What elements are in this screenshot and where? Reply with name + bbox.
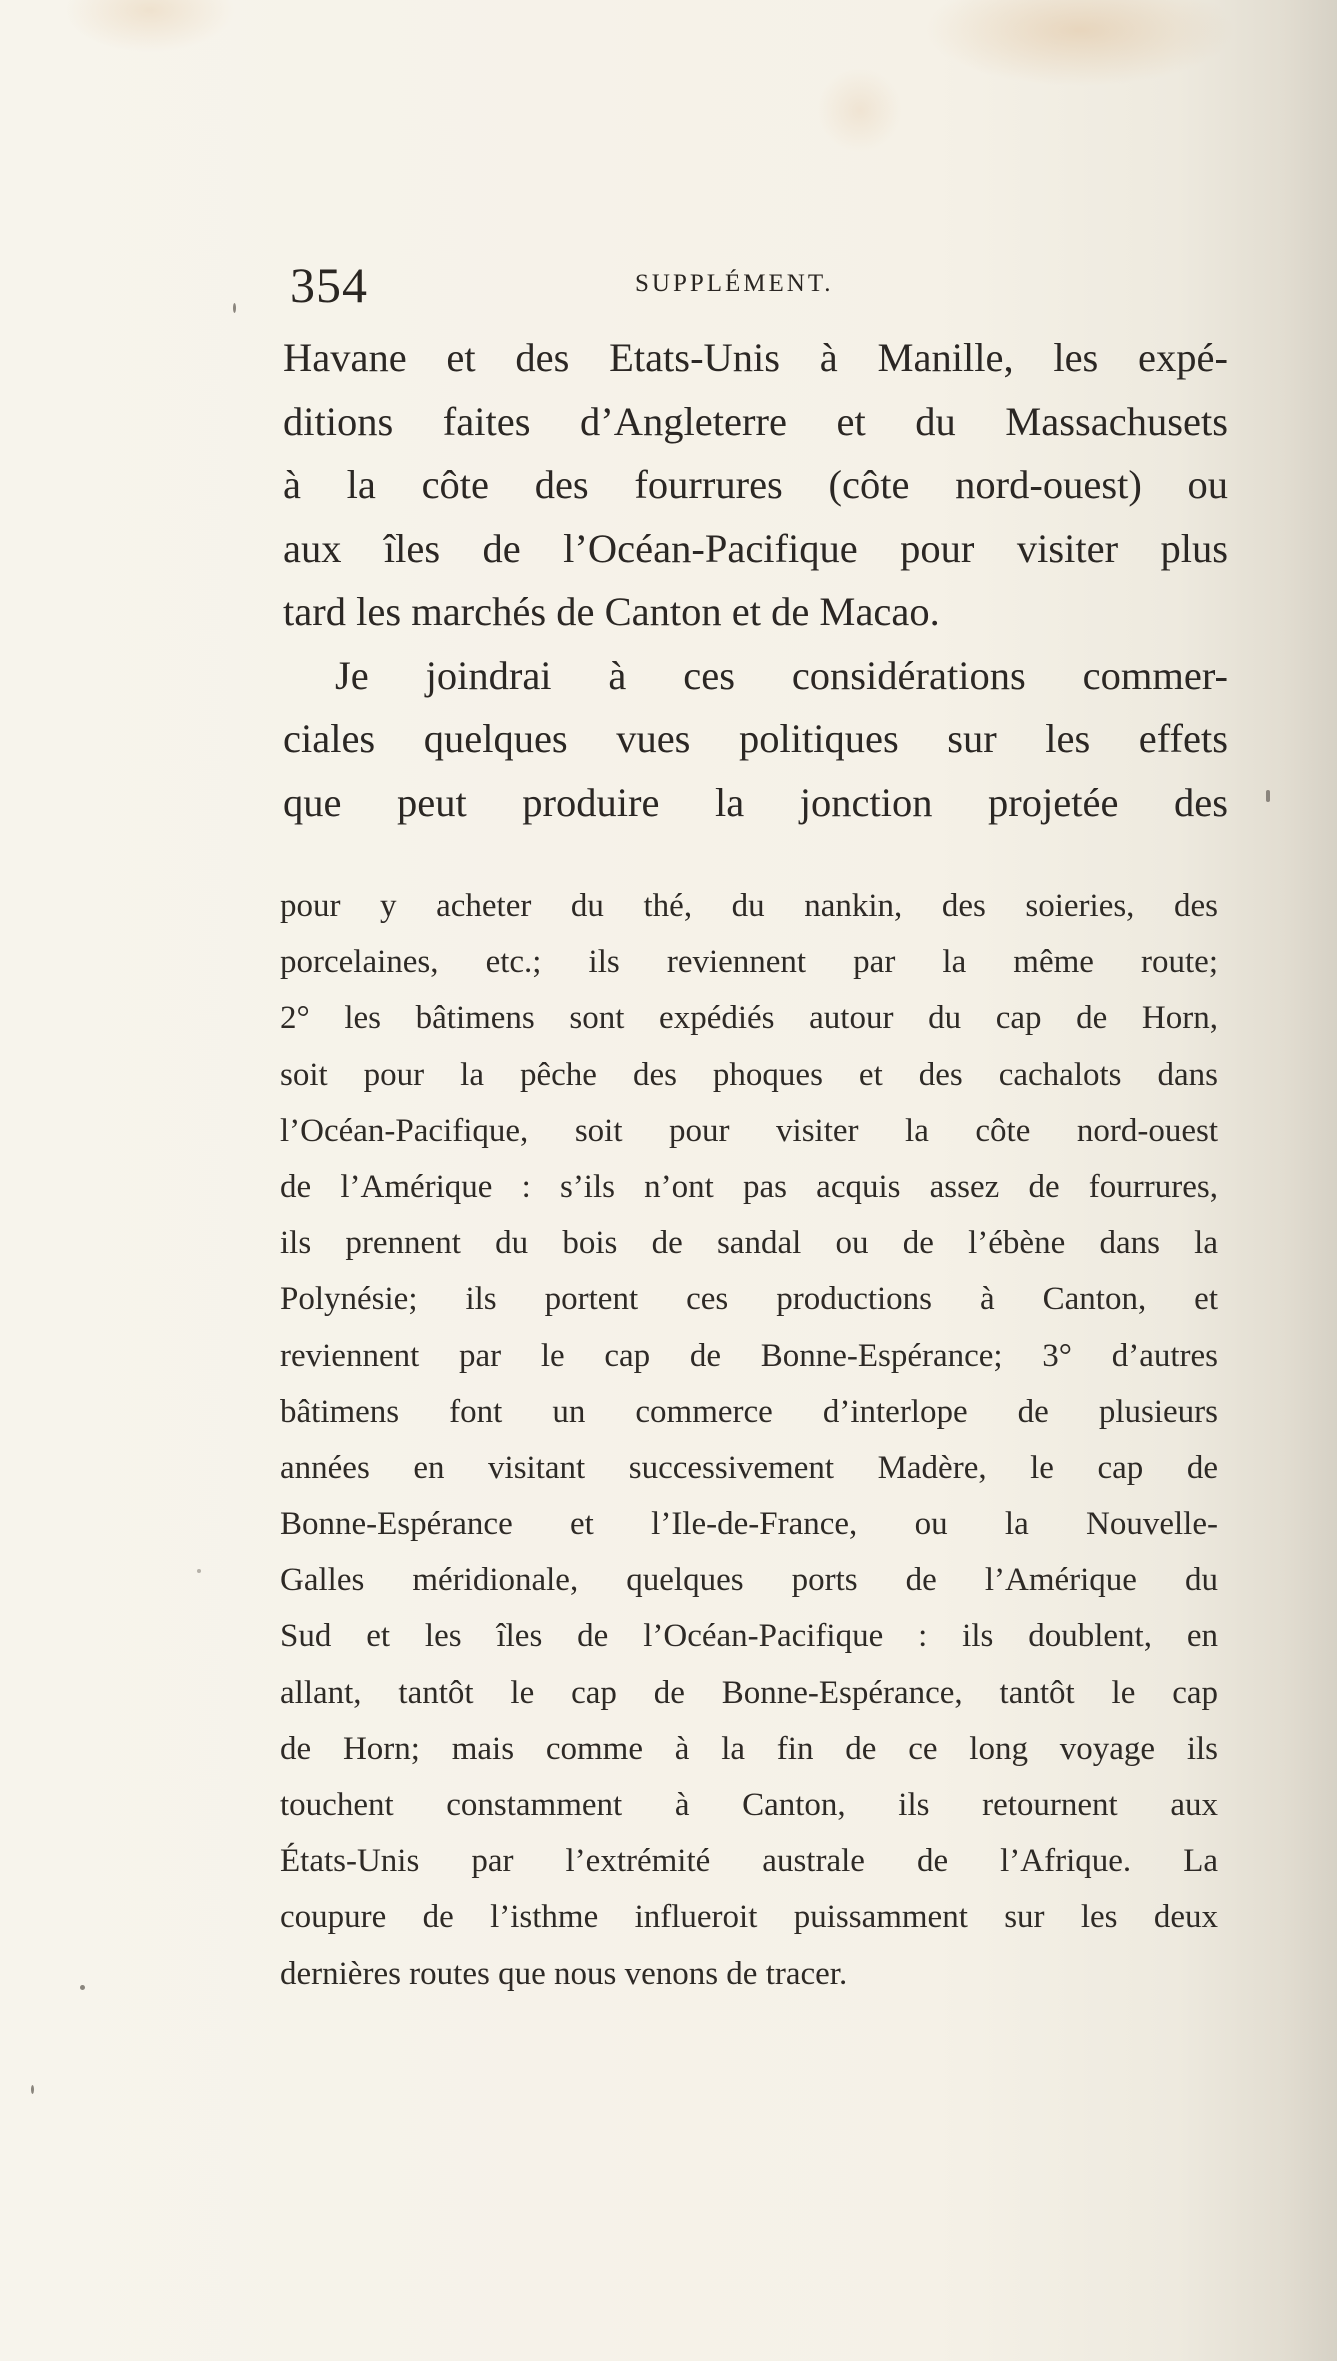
- page-header: [290, 255, 1230, 315]
- running-head: SUPPLÉMENT.: [635, 270, 834, 297]
- paper-speck: [197, 1569, 201, 1573]
- main-text: [283, 326, 1228, 834]
- main-text-line: à la côte des fourrures (côte nord-ouest) ou: [283, 462, 1228, 507]
- page-number: 354: [290, 257, 368, 313]
- footnote-line: porcelaines, etc.; ils reviennent par la même route;: [280, 944, 1218, 981]
- footnote-line: Polynésie; ils portent ces productions à Canton, et: [280, 1281, 1218, 1318]
- footnote-line: de Horn; mais comme à la fin de ce long voyage ils: [280, 1730, 1218, 1767]
- footnote-line: de l’Amérique : s’ils n’ont pas acquis assez de fourrures,: [280, 1168, 1218, 1205]
- footnote-line: dernières routes que nous venons de tracer.: [280, 1955, 848, 1992]
- paper-speck: [233, 303, 236, 313]
- main-text-line: Havane et des Etats-Unis à Manille, les expé-: [283, 335, 1228, 380]
- footnote-line: années en visitant successivement Madère, le cap de: [280, 1449, 1218, 1486]
- footnote-line: bâtimens font un commerce d’interlope de plusieurs: [280, 1393, 1218, 1430]
- footnote-line: Bonne-Espérance et l’Ile-de-France, ou la Nouvelle-: [280, 1506, 1218, 1543]
- footnote-line: l’Océan-Pacifique, soit pour visiter la côte nord-ouest: [280, 1112, 1218, 1149]
- footnote-line: reviennent par le cap de Bonne-Espérance; 3° d’autres: [280, 1337, 1218, 1374]
- paper-speck: [80, 1985, 85, 1990]
- footnote-line: pour y acheter du thé, du nankin, des soieries, des: [280, 888, 1218, 924]
- footnote-line: États-Unis par l’extrémité australe de l’Afrique. La: [280, 1843, 1218, 1880]
- main-text-line: ciales quelques vues politiques sur les effets: [283, 716, 1228, 761]
- footnote-line: 2° les bâtimens sont expédiés autour du cap de Horn,: [280, 1000, 1218, 1037]
- paper-speck: [31, 2085, 34, 2094]
- main-text-line: que peut produire la jonction projetée des: [283, 779, 1228, 825]
- main-text-line: aux îles de l’Océan-Pacifique pour visiter plus: [283, 525, 1228, 571]
- footnote-line: allant, tantôt le cap de Bonne-Espérance, tantôt le cap: [280, 1674, 1218, 1711]
- main-text-line: Je joindrai à ces considérations commer-: [335, 652, 1228, 698]
- main-text-line: tard les marchés de Canton et de Macao.: [283, 589, 940, 634]
- footnote-line: soit pour la pêche des phoques et des cachalots dans: [280, 1056, 1218, 1093]
- footnote-line: touchent constamment à Canton, ils retournent aux: [280, 1787, 1218, 1823]
- footnote: [280, 878, 1218, 2002]
- footnote-line: ils prennent du bois de sandal ou de l’ébène dans la: [280, 1225, 1218, 1262]
- footnote-line: Galles méridionale, quelques ports de l’Amérique du: [280, 1562, 1218, 1599]
- paper-speck: [1266, 790, 1270, 802]
- main-text-line: ditions faites d’Angleterre et du Massachusets: [283, 398, 1228, 444]
- footnote-line: Sud et les îles de l’Océan-Pacifique : ils doublent, en: [280, 1618, 1218, 1655]
- footnote-line: coupure de l’isthme influeroit puissamment sur les deux: [280, 1899, 1218, 1936]
